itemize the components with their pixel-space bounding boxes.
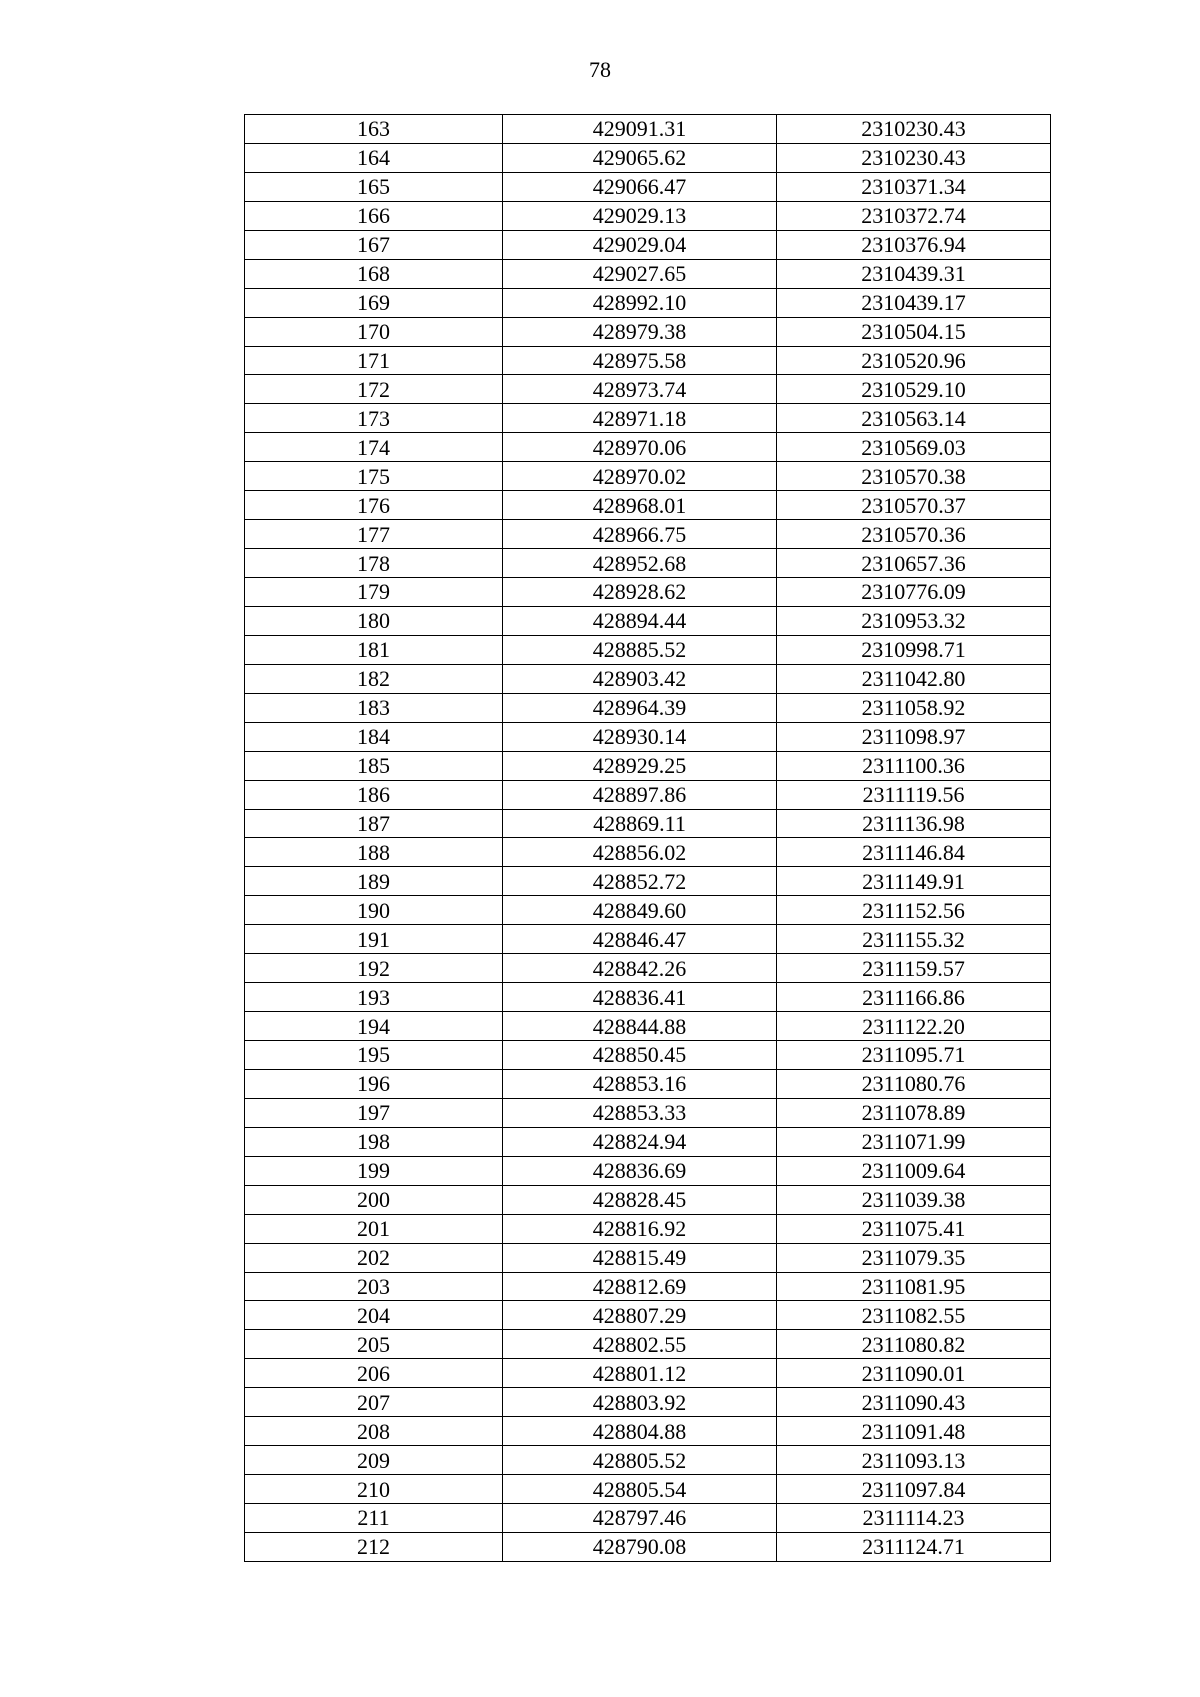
- x-coordinate-cell: 428844.88: [503, 1012, 777, 1041]
- point-number-cell: 192: [245, 954, 503, 983]
- point-number-cell: 200: [245, 1185, 503, 1214]
- table-row: [245, 1359, 1051, 1388]
- table-row: [245, 780, 1051, 809]
- y-coordinate-cell: 2310953.32: [777, 606, 1051, 635]
- x-coordinate-cell: 428928.62: [503, 578, 777, 607]
- point-number-cell: 176: [245, 491, 503, 520]
- point-number-cell: 197: [245, 1098, 503, 1127]
- x-coordinate-cell: 429029.13: [503, 201, 777, 230]
- table-row: [245, 1214, 1051, 1243]
- y-coordinate-cell: 2310570.36: [777, 520, 1051, 549]
- x-coordinate-cell: 429065.62: [503, 143, 777, 172]
- y-coordinate-cell: 2311058.92: [777, 693, 1051, 722]
- point-number-cell: 171: [245, 346, 503, 375]
- point-number-cell: 191: [245, 925, 503, 954]
- point-number-cell: 180: [245, 606, 503, 635]
- x-coordinate-cell: 428979.38: [503, 317, 777, 346]
- x-coordinate-cell: 428856.02: [503, 838, 777, 867]
- table-row: [245, 1532, 1051, 1561]
- page-number: 78: [589, 57, 611, 82]
- table-row: [245, 1475, 1051, 1504]
- x-coordinate-cell: 428952.68: [503, 549, 777, 578]
- x-coordinate-cell: 428801.12: [503, 1359, 777, 1388]
- x-coordinate-cell: 428930.14: [503, 722, 777, 751]
- y-coordinate-cell: 2311090.01: [777, 1359, 1051, 1388]
- y-coordinate-cell: 2311093.13: [777, 1446, 1051, 1475]
- point-number-cell: 212: [245, 1532, 503, 1561]
- y-coordinate-cell: 2310439.31: [777, 259, 1051, 288]
- point-number-cell: 183: [245, 693, 503, 722]
- table-row: [245, 230, 1051, 259]
- table-row: [245, 1156, 1051, 1185]
- point-number-cell: 210: [245, 1475, 503, 1504]
- x-coordinate-cell: 428812.69: [503, 1272, 777, 1301]
- point-number-cell: 201: [245, 1214, 503, 1243]
- x-coordinate-cell: 428970.06: [503, 433, 777, 462]
- table-row: [245, 838, 1051, 867]
- x-coordinate-cell: 428853.16: [503, 1069, 777, 1098]
- y-coordinate-cell: 2311166.86: [777, 983, 1051, 1012]
- x-coordinate-cell: 428836.69: [503, 1156, 777, 1185]
- table-row: [245, 1185, 1051, 1214]
- table-row: [245, 606, 1051, 635]
- point-number-cell: 177: [245, 520, 503, 549]
- y-coordinate-cell: 2311124.71: [777, 1532, 1051, 1561]
- point-number-cell: 195: [245, 1041, 503, 1070]
- table-row: [245, 1243, 1051, 1272]
- table-row: [245, 1012, 1051, 1041]
- y-coordinate-cell: 2310529.10: [777, 375, 1051, 404]
- point-number-cell: 169: [245, 288, 503, 317]
- y-coordinate-cell: 2310570.38: [777, 462, 1051, 491]
- point-number-cell: 164: [245, 143, 503, 172]
- x-coordinate-cell: 429091.31: [503, 115, 777, 144]
- point-number-cell: 175: [245, 462, 503, 491]
- x-coordinate-cell: 428804.88: [503, 1417, 777, 1446]
- y-coordinate-cell: 2310657.36: [777, 549, 1051, 578]
- table-row: [245, 578, 1051, 607]
- y-coordinate-cell: 2310504.15: [777, 317, 1051, 346]
- x-coordinate-cell: 428970.02: [503, 462, 777, 491]
- table-row: [245, 954, 1051, 983]
- x-coordinate-cell: 428894.44: [503, 606, 777, 635]
- x-coordinate-cell: 428971.18: [503, 404, 777, 433]
- x-coordinate-cell: 428842.26: [503, 954, 777, 983]
- point-number-cell: 198: [245, 1127, 503, 1156]
- y-coordinate-cell: 2311081.95: [777, 1272, 1051, 1301]
- x-coordinate-cell: 428968.01: [503, 491, 777, 520]
- point-number-cell: 211: [245, 1504, 503, 1533]
- y-coordinate-cell: 2311091.48: [777, 1417, 1051, 1446]
- table-row: [245, 115, 1051, 144]
- y-coordinate-cell: 2311078.89: [777, 1098, 1051, 1127]
- x-coordinate-cell: 428824.94: [503, 1127, 777, 1156]
- table-row: [245, 664, 1051, 693]
- y-coordinate-cell: 2311136.98: [777, 809, 1051, 838]
- table-row: [245, 1127, 1051, 1156]
- x-coordinate-cell: 428964.39: [503, 693, 777, 722]
- x-coordinate-cell: 428816.92: [503, 1214, 777, 1243]
- point-number-cell: 202: [245, 1243, 503, 1272]
- point-number-cell: 205: [245, 1330, 503, 1359]
- table-row: [245, 172, 1051, 201]
- y-coordinate-cell: 2311146.84: [777, 838, 1051, 867]
- table-row: [245, 896, 1051, 925]
- x-coordinate-cell: 428975.58: [503, 346, 777, 375]
- table-row: [245, 1417, 1051, 1446]
- x-coordinate-cell: 428828.45: [503, 1185, 777, 1214]
- y-coordinate-cell: 2310439.17: [777, 288, 1051, 317]
- point-number-cell: 170: [245, 317, 503, 346]
- table-row: [245, 143, 1051, 172]
- y-coordinate-cell: 2311090.43: [777, 1388, 1051, 1417]
- table-row: [245, 317, 1051, 346]
- y-coordinate-cell: 2311152.56: [777, 896, 1051, 925]
- point-number-cell: 165: [245, 172, 503, 201]
- point-number-cell: 203: [245, 1272, 503, 1301]
- y-coordinate-cell: 2310998.71: [777, 635, 1051, 664]
- x-coordinate-cell: 428797.46: [503, 1504, 777, 1533]
- point-number-cell: 173: [245, 404, 503, 433]
- y-coordinate-cell: 2311149.91: [777, 867, 1051, 896]
- y-coordinate-cell: 2311082.55: [777, 1301, 1051, 1330]
- table-row: [245, 549, 1051, 578]
- table-row: [245, 1330, 1051, 1359]
- point-number-cell: 163: [245, 115, 503, 144]
- x-coordinate-cell: 428869.11: [503, 809, 777, 838]
- y-coordinate-cell: 2310230.43: [777, 143, 1051, 172]
- x-coordinate-cell: 428850.45: [503, 1041, 777, 1070]
- point-number-cell: 209: [245, 1446, 503, 1475]
- point-number-cell: 189: [245, 867, 503, 896]
- y-coordinate-cell: 2310569.03: [777, 433, 1051, 462]
- point-number-cell: 194: [245, 1012, 503, 1041]
- y-coordinate-cell: 2311122.20: [777, 1012, 1051, 1041]
- point-number-cell: 185: [245, 751, 503, 780]
- point-number-cell: 182: [245, 664, 503, 693]
- table-row: [245, 1301, 1051, 1330]
- y-coordinate-cell: 2311098.97: [777, 722, 1051, 751]
- x-coordinate-cell: 428929.25: [503, 751, 777, 780]
- point-number-cell: 167: [245, 230, 503, 259]
- table-row: [245, 925, 1051, 954]
- x-coordinate-cell: 428807.29: [503, 1301, 777, 1330]
- point-number-cell: 166: [245, 201, 503, 230]
- y-coordinate-cell: 2311042.80: [777, 664, 1051, 693]
- table-row: [245, 1041, 1051, 1070]
- y-coordinate-cell: 2311159.57: [777, 954, 1051, 983]
- table-row: [245, 346, 1051, 375]
- y-coordinate-cell: 2311114.23: [777, 1504, 1051, 1533]
- point-number-cell: 179: [245, 578, 503, 607]
- point-number-cell: 204: [245, 1301, 503, 1330]
- y-coordinate-cell: 2311039.38: [777, 1185, 1051, 1214]
- table-row: [245, 201, 1051, 230]
- table-row: [245, 867, 1051, 896]
- x-coordinate-cell: 428805.54: [503, 1475, 777, 1504]
- x-coordinate-cell: 428903.42: [503, 664, 777, 693]
- y-coordinate-cell: 2311095.71: [777, 1041, 1051, 1070]
- coordinates-table-body: [245, 115, 1051, 1562]
- table-row: [245, 693, 1051, 722]
- table-row: [245, 1504, 1051, 1533]
- y-coordinate-cell: 2310570.37: [777, 491, 1051, 520]
- point-number-cell: 207: [245, 1388, 503, 1417]
- y-coordinate-cell: 2311080.82: [777, 1330, 1051, 1359]
- x-coordinate-cell: 429027.65: [503, 259, 777, 288]
- y-coordinate-cell: 2310776.09: [777, 578, 1051, 607]
- table-row: [245, 1446, 1051, 1475]
- table-row: [245, 809, 1051, 838]
- y-coordinate-cell: 2311079.35: [777, 1243, 1051, 1272]
- table-row: [245, 375, 1051, 404]
- coordinates-table: [244, 114, 1051, 1562]
- table-row: [245, 635, 1051, 664]
- table-row: [245, 751, 1051, 780]
- point-number-cell: 174: [245, 433, 503, 462]
- table-row: [245, 722, 1051, 751]
- table-row: [245, 983, 1051, 1012]
- point-number-cell: 208: [245, 1417, 503, 1446]
- y-coordinate-cell: 2310520.96: [777, 346, 1051, 375]
- y-coordinate-cell: 2310563.14: [777, 404, 1051, 433]
- x-coordinate-cell: 428973.74: [503, 375, 777, 404]
- table-row: [245, 404, 1051, 433]
- x-coordinate-cell: 428885.52: [503, 635, 777, 664]
- x-coordinate-cell: 429066.47: [503, 172, 777, 201]
- y-coordinate-cell: 2310372.74: [777, 201, 1051, 230]
- table-row: [245, 462, 1051, 491]
- x-coordinate-cell: 428853.33: [503, 1098, 777, 1127]
- y-coordinate-cell: 2311075.41: [777, 1214, 1051, 1243]
- y-coordinate-cell: 2311009.64: [777, 1156, 1051, 1185]
- y-coordinate-cell: 2311100.36: [777, 751, 1051, 780]
- y-coordinate-cell: 2310376.94: [777, 230, 1051, 259]
- y-coordinate-cell: 2311080.76: [777, 1069, 1051, 1098]
- table-row: [245, 288, 1051, 317]
- table-row: [245, 259, 1051, 288]
- table-row: [245, 1069, 1051, 1098]
- x-coordinate-cell: 428803.92: [503, 1388, 777, 1417]
- point-number-cell: 199: [245, 1156, 503, 1185]
- point-number-cell: 193: [245, 983, 503, 1012]
- x-coordinate-cell: 428802.55: [503, 1330, 777, 1359]
- x-coordinate-cell: 428815.49: [503, 1243, 777, 1272]
- point-number-cell: 186: [245, 780, 503, 809]
- point-number-cell: 184: [245, 722, 503, 751]
- x-coordinate-cell: 428805.52: [503, 1446, 777, 1475]
- point-number-cell: 196: [245, 1069, 503, 1098]
- y-coordinate-cell: 2311097.84: [777, 1475, 1051, 1504]
- y-coordinate-cell: 2311155.32: [777, 925, 1051, 954]
- x-coordinate-cell: 428849.60: [503, 896, 777, 925]
- point-number-cell: 178: [245, 549, 503, 578]
- point-number-cell: 206: [245, 1359, 503, 1388]
- point-number-cell: 190: [245, 896, 503, 925]
- x-coordinate-cell: 428966.75: [503, 520, 777, 549]
- table-row: [245, 433, 1051, 462]
- x-coordinate-cell: 428846.47: [503, 925, 777, 954]
- x-coordinate-cell: 429029.04: [503, 230, 777, 259]
- y-coordinate-cell: 2311071.99: [777, 1127, 1051, 1156]
- x-coordinate-cell: 428852.72: [503, 867, 777, 896]
- table-row: [245, 491, 1051, 520]
- y-coordinate-cell: 2311119.56: [777, 780, 1051, 809]
- table-row: [245, 1098, 1051, 1127]
- table-row: [245, 520, 1051, 549]
- x-coordinate-cell: 428992.10: [503, 288, 777, 317]
- y-coordinate-cell: 2310230.43: [777, 115, 1051, 144]
- point-number-cell: 187: [245, 809, 503, 838]
- x-coordinate-cell: 428836.41: [503, 983, 777, 1012]
- point-number-cell: 188: [245, 838, 503, 867]
- point-number-cell: 172: [245, 375, 503, 404]
- x-coordinate-cell: 428897.86: [503, 780, 777, 809]
- table-row: [245, 1272, 1051, 1301]
- point-number-cell: 181: [245, 635, 503, 664]
- point-number-cell: 168: [245, 259, 503, 288]
- table-row: [245, 1388, 1051, 1417]
- x-coordinate-cell: 428790.08: [503, 1532, 777, 1561]
- y-coordinate-cell: 2310371.34: [777, 172, 1051, 201]
